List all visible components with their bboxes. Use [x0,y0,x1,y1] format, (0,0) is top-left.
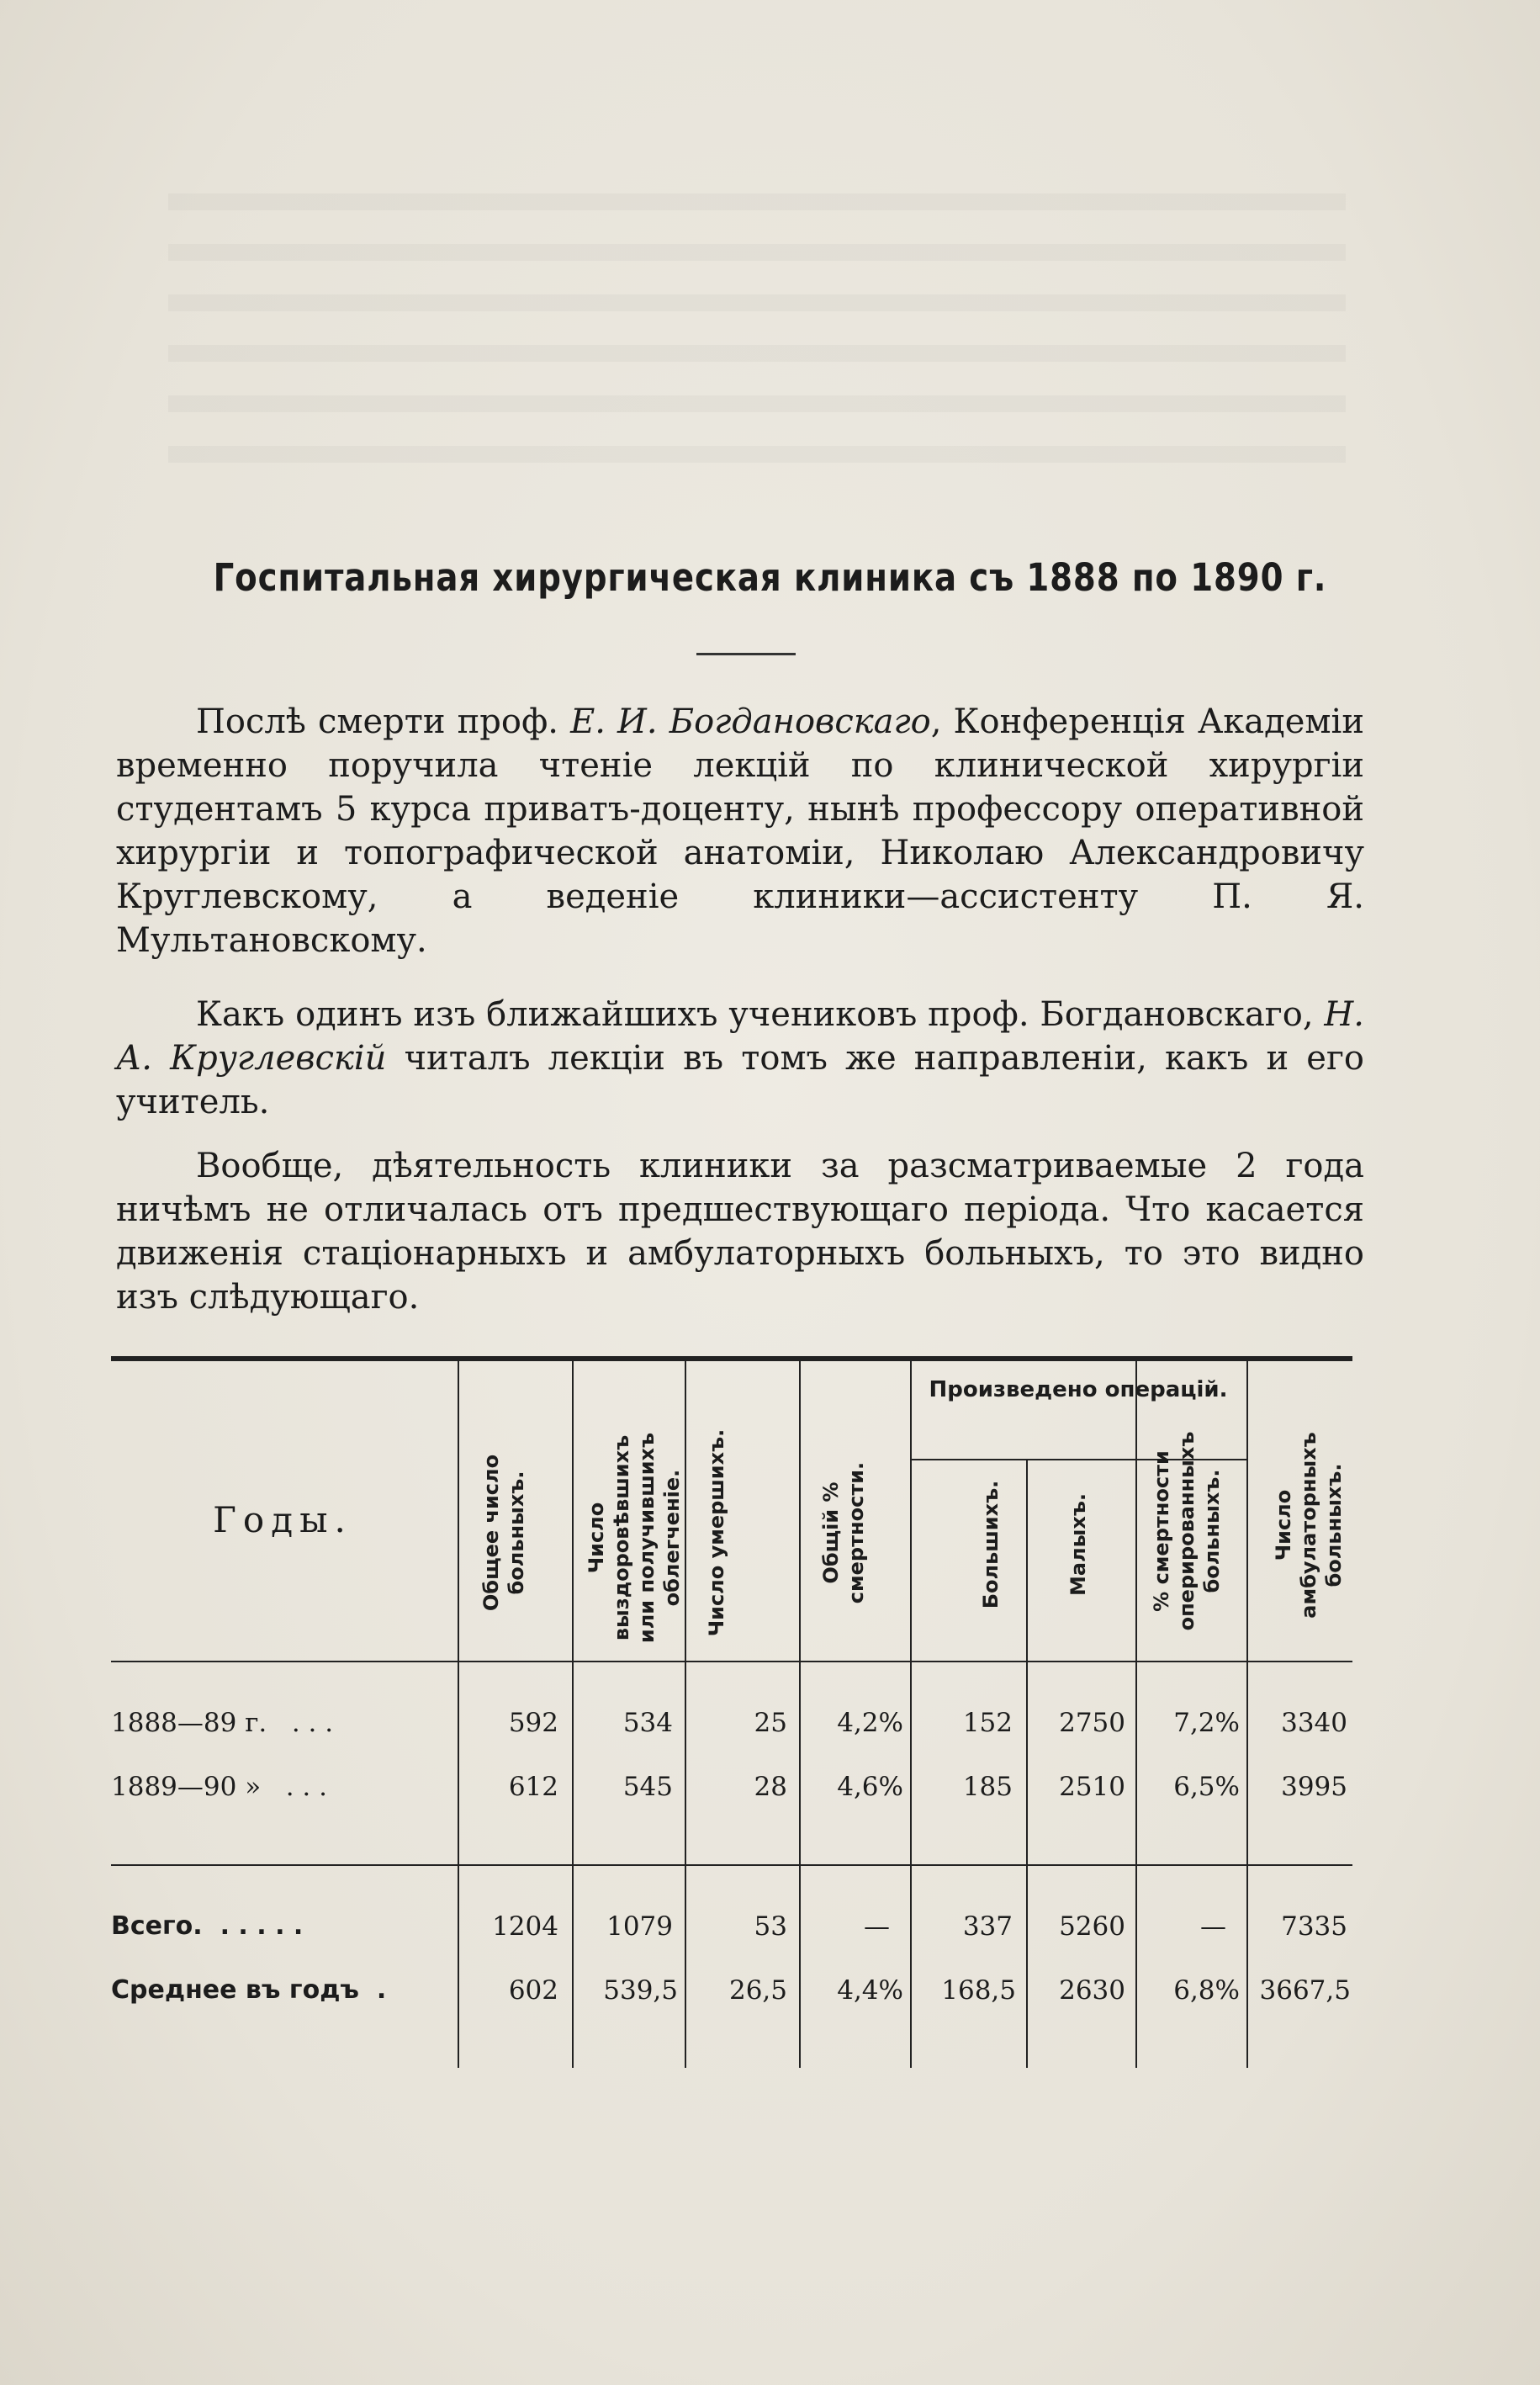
header-ambulatory: Число амбулаторныхъ больныхъ. [1272,1432,1346,1619]
cell-minor: 5260 [1059,1911,1125,1942]
cell-recovered: 1079 [606,1911,673,1942]
cell-died: 53 [754,1911,787,1942]
cell-major: 337 [962,1911,1013,1942]
cell-op-mortality: — [1200,1911,1226,1942]
paragraph-2-text-b: читалъ лекціи въ томъ же направленіи, какъ и его учитель. [116,1039,1365,1121]
cell-died: 28 [754,1772,787,1802]
cell-ambulatory: 3995 [1281,1772,1347,1802]
paragraph-2-text-a: Какъ одинъ изъ ближайшихъ учениковъ проф. Богдановскаго, [196,995,1325,1034]
title-divider [696,653,796,655]
paragraph-3 [116,1144,1364,1319]
cell-recovered: 545 [622,1772,673,1802]
cell-mortality: 4,2% [837,1708,903,1738]
header-total: Общее число больныхъ. [479,1454,528,1612]
paragraph-1 [116,700,1364,962]
totals-rule [111,1864,1352,1866]
cell-recovered: 534 [622,1708,673,1738]
cell-mortality: — [864,1911,890,1942]
cell-minor: 2750 [1059,1708,1125,1738]
paragraph-2-name: Н. А. Круглевскій [116,995,1364,1078]
cell-total: 1204 [492,1911,558,1942]
paragraph-1-name: Е. И. Богдановскаго [570,702,931,741]
page-title: Госпитальная хирургическая клиника съ 1888 по 1890 г. [213,555,1327,600]
cell-mortality: 4,4% [837,1975,903,2006]
cell-major: 168,5 [941,1975,1016,2006]
paragraph-1-text-b: , Конференція Академіи временно поручила чтеніе лекцій по клинической хирургіи студентамъ 5 курса приватъ-доценту, нынѣ профессору оперативной хирургіи и топографической анатоміи, Николаю Александровичу Круглевскому, а веденіе клиники—ассистенту П. Я. Мультановскому. [116,702,1364,960]
cell-major: 152 [962,1708,1013,1738]
row-year-label: 1889—90 » . . . [111,1772,327,1802]
header-recovered: Число выздоровѣвшихъ или получившихъ облегченіе. [585,1432,684,1644]
header-major: Большихъ. [979,1480,1003,1609]
header-died: Число умершихъ. [705,1428,728,1637]
header-op-mortality: % смертности оперированныхъ больныхъ. [1150,1431,1224,1631]
header-mortality: Общій % смертности. [819,1461,868,1604]
paragraph-2 [116,993,1364,1124]
cell-major: 185 [962,1772,1013,1802]
header-minor: Малыхъ. [1066,1493,1090,1596]
paragraph-1-text-a: Послѣ смерти проф. [196,702,571,741]
header-bottom-rule [111,1661,1352,1662]
cell-op-mortality: 6,8% [1173,1975,1240,2006]
cell-died: 26,5 [728,1975,787,2006]
row-total-label: Всего. . . . . . [111,1911,304,1941]
statistics-table [111,1356,1356,2068]
cell-total: 592 [508,1708,558,1738]
cell-ambulatory: 3667,5 [1259,1975,1351,2006]
cell-ambulatory: 3340 [1281,1708,1347,1738]
cell-died: 25 [754,1708,787,1738]
row-year-label: 1888—89 г. . . . [111,1708,334,1738]
cell-total: 612 [508,1772,558,1802]
paragraph-3-text: Вообще, дѣятельность клиники за разсматриваемые 2 года ничѣмъ не отличалась отъ предшествующаго періода. Что касается движенія стаціонарныхъ и амбулаторныхъ больныхъ, то это видно изъ слѣдующаго. [116,1147,1364,1317]
table-top-rule [111,1356,1352,1361]
row-average-label: Среднее въ годъ . [111,1975,387,2005]
cell-op-mortality: 7,2% [1173,1708,1240,1738]
cell-minor: 2630 [1059,1975,1125,2006]
cell-mortality: 4,6% [837,1772,903,1802]
bleed-through [168,193,1346,463]
cell-recovered: 539,5 [603,1975,678,2006]
cell-minor: 2510 [1059,1772,1125,1802]
cell-total: 602 [508,1975,558,2006]
header-operations: Произведено операцій. [929,1377,1228,1402]
years-header: Годы. [213,1499,352,1540]
cell-op-mortality: 6,5% [1173,1772,1240,1802]
cell-ambulatory: 7335 [1281,1911,1347,1942]
